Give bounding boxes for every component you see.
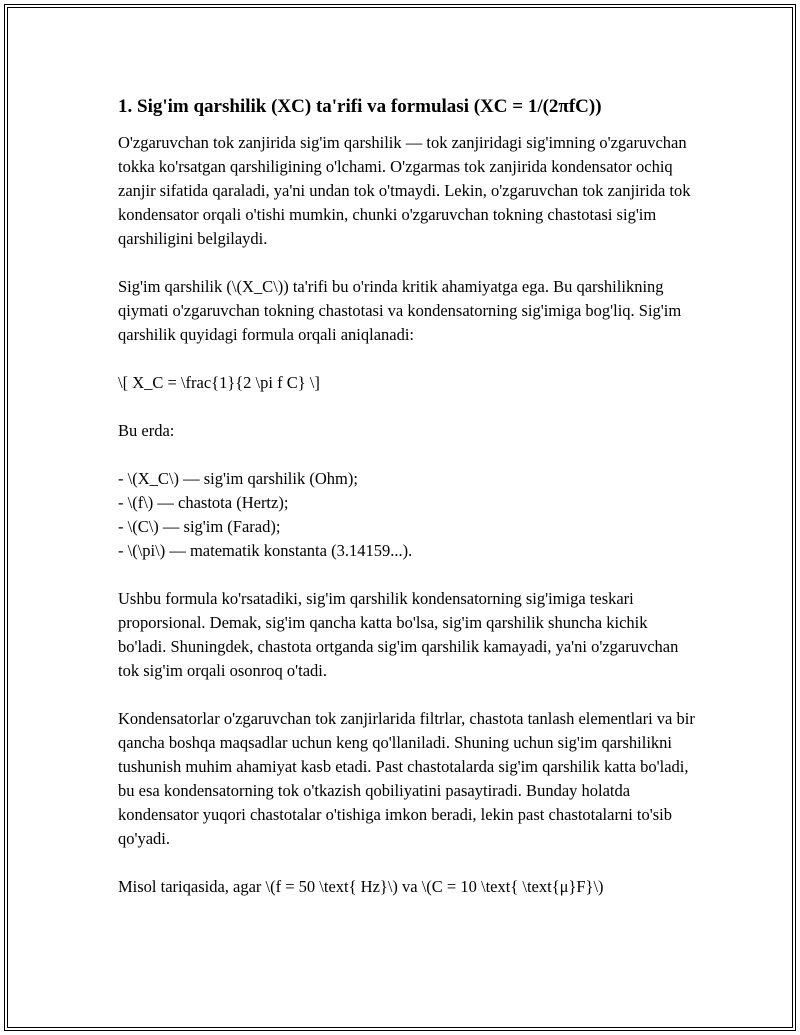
paragraph-applications: Kondensatorlar o'zgaruvchan tok zanjirlarida filtrlar, chastota tanlash elementlari va bir qancha boshqa maqsadlar uchun keng qo'llaniladi. Shuning uchun sig'im qarshilikni tushunish muhim ahamiyat kasb etadi. Past chastotalarda sig'im qarshilik katta bo'ladi, bu esa kondensatorning tok o'tkazish qobiliyatini pasaytiradi. Bunday holatda kondensator yuqori chastotalar o'tishiga imkon beradi, lekin past chastotalarni to'sib qo'yadi. [118,709,695,848]
list-item: - \(X_C\) — sig'im qarshilik (Ohm); [118,469,358,488]
formula-line: \[ X_C = \frac{1}{2 \pi f C} \] [118,373,320,392]
variable-list [118,467,698,563]
list-item: - \(\pi\) — matematik konstanta (3.14159...). [118,541,413,560]
paragraph-where: Bu erda: [118,421,175,440]
paragraph-example: Misol tariqasida, agar \(f = 50 \text{ Hz}\) va \(C = 10 \text{ \text{μ}F}\) [118,877,604,896]
paragraph-intro: O'zgaruvchan tok zanjirida sig'im qarshilik — tok zanjiridagi sig'imning o'zgaruvchan tokka ko'rsatgan qarshiligining o'lchami. O'zgarmas tok zanjirida kondensator ochiq zanjir sifatida qaraladi, ya'ni undan tok o'tmaydi. Lekin, o'zgaruvchan tok zanjirida tok kondensator orqali o'tishi mumkin, chunki o'zgaruvchan tokning chastotasi sig'im qarshiligini belgilaydi. [118,133,691,248]
paragraph-proportionality: Ushbu formula ko'rsatadiki, sig'im qarshilik kondensatorning sig'imiga teskari proporsional. Demak, sig'im qancha katta bo'lsa, sig'im qarshilik shuncha kichik bo'ladi. Shuningdek, chastota ortganda sig'im qarshilik kamayadi, ya'ni o'zgaruvchan tok sig'im orqali osonroq o'tadi. [118,589,679,680]
list-item: - \(f\) — chastota (Hertz); [118,493,289,512]
paragraph-definition: Sig'im qarshilik (\(X_C\)) ta'rifi bu o'rinda kritik ahamiyatga ega. Bu qarshilikning qiymati o'zgaruvchan tokning chastotasi va kondensatorning sig'imiga bog'liq. Sig'im qarshilik quyidagi formula orqali aniqlanadi: [118,277,682,344]
document-body [118,95,698,923]
list-item: - \(C\) — sig'im (Farad); [118,517,281,536]
section-heading: 1. Sig'im qarshilik (XC) ta'rifi va formulasi (XC = 1/(2πfC)) [118,96,602,117]
